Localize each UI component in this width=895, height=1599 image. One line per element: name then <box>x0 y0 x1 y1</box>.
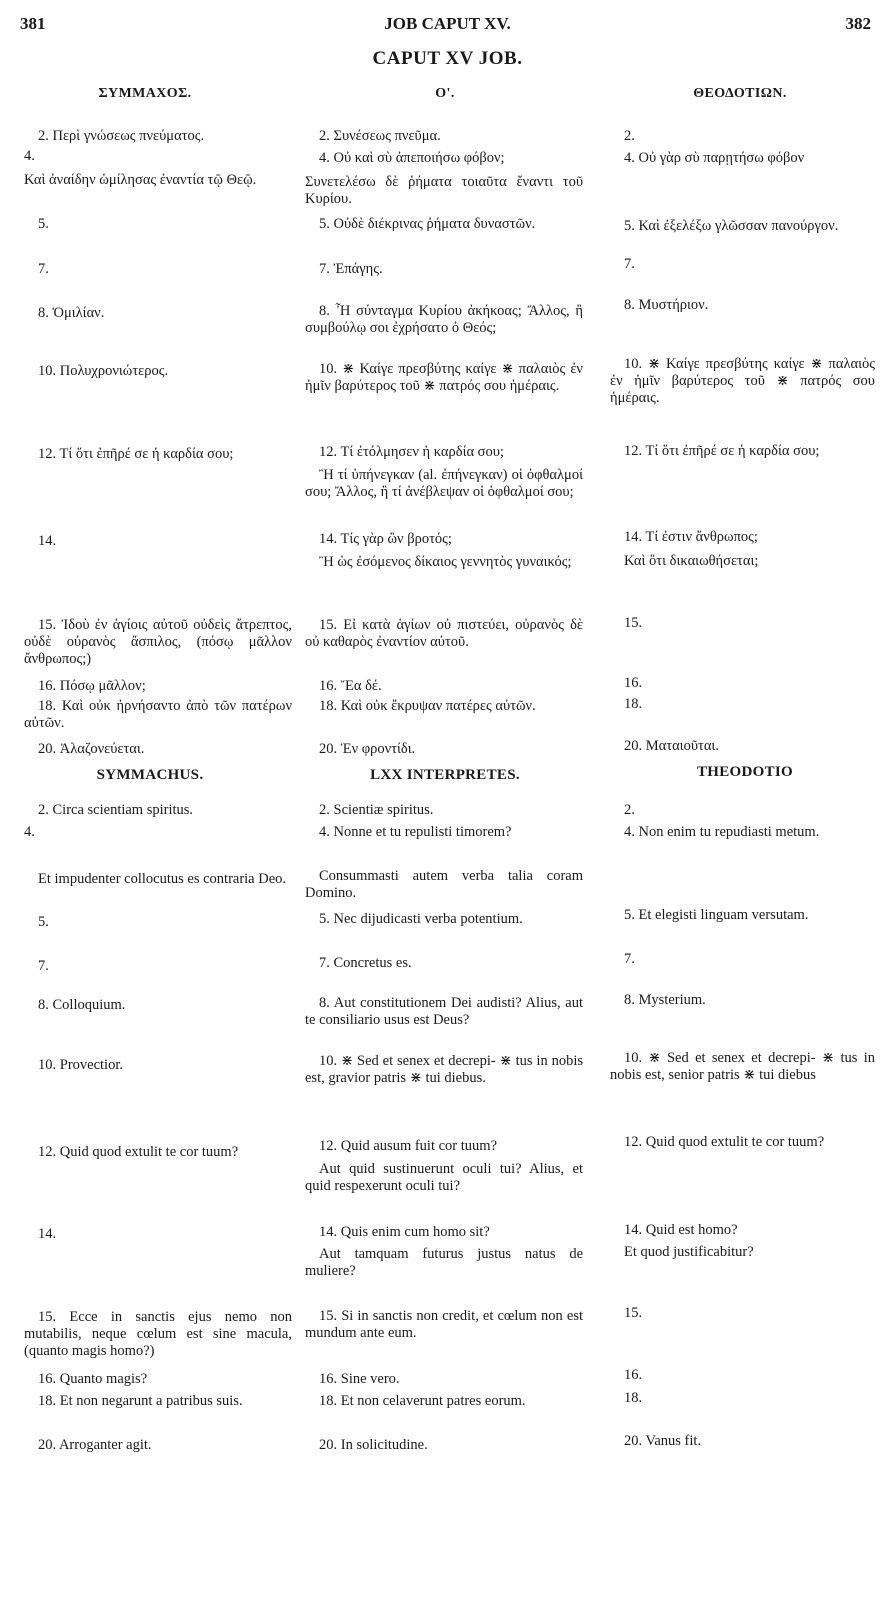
latin-c2-v18: 18. Et non celaverunt patres eorum. <box>319 1393 526 1409</box>
greek-c3-v20: 20. Ματαιοῦται. <box>624 738 719 754</box>
latin-c2-v4: 4. Nonne et tu repulisti timorem? <box>319 824 512 840</box>
greek-c1-v4b: Καὶ ἀναίδην ὡμίλησας ἐναντία τῷ Θεῷ. <box>24 172 257 188</box>
greek-c3-v8: 8. Μυστήριον. <box>624 297 709 313</box>
greek-c2-v2: 2. Συνέσεως πνεῦμα. <box>319 128 441 144</box>
greek-c1-v8: 8. Ὁμιλίαν. <box>38 305 105 321</box>
greek-c1-v16: 16. Πόσῳ μᾶλλον; <box>38 678 146 694</box>
latin-c3-v14: 14. Quid est homo? <box>624 1222 738 1238</box>
latin-c2-v14b: Aut tamquam futurus justus natus de muliere? <box>305 1246 583 1279</box>
latin-c3-v15: 15. <box>624 1305 643 1321</box>
greek-c2-v10: 10. ⋇ Καίγε πρεσβύτης καίγε ⋇ παλαιὸς ἐν ἡμῖν βαρύτερος τοῦ ⋇ πατρός σου ἡμέραις. <box>305 361 583 394</box>
latin-c3-v18: 18. <box>624 1390 643 1406</box>
chapter-title: CAPUT XV JOB. <box>372 48 523 69</box>
latin-c3-v20: 20. Vanus fit. <box>624 1433 702 1449</box>
latin-c1-v4: 4. <box>24 824 35 840</box>
greek-c3-v14: 14. Τί ἐστιν ἄνθρωπος; <box>624 529 758 545</box>
greek-c3-v7: 7. <box>624 256 635 272</box>
latin-c1-v10: 10. Provectior. <box>38 1057 123 1073</box>
latin-c1-v12: 12. Quid quod extulit te cor tuum? <box>38 1144 239 1160</box>
latin-c3-v10: 10. ⋇ Sed et senex et decrepi- ⋇ tus in nobis est, senior patris ⋇ tui diebus <box>610 1050 875 1083</box>
greek-c3-v4: 4. Οὐ γὰρ σὺ παρῃτήσω φόβον <box>624 150 805 166</box>
greek-heading-theodotion: ΘΕΟΔΟΤΙΩΝ. <box>693 86 787 101</box>
greek-c2-v18: 18. Καὶ οὐκ ἔκρυψαν πατέρες αὐτῶν. <box>319 698 536 714</box>
latin-c3-v8: 8. Mysterium. <box>624 992 706 1008</box>
greek-c1-v7: 7. <box>38 261 49 277</box>
greek-c1-v15: 15. Ἰδοὺ ἐν ἁγίοις αὐτοῦ οὐδεὶς ἄτρεπτος, οὐδὲ οὐρανὸς ἄσπιλος, (πόσῳ μᾶλλον ἄνθρωπος;) <box>24 617 292 667</box>
latin-c2-v5: 5. Nec dijudicasti verba potentium. <box>319 911 523 927</box>
greek-c2-v7: 7. Ἐπάγης. <box>319 261 383 277</box>
latin-c2-v10: 10. ⋇ Sed et senex et decrepi- ⋇ tus in nobis est, gravior patris ⋇ tui diebus. <box>305 1053 583 1086</box>
latin-c1-v14: 14. <box>38 1226 57 1242</box>
page-number-right: 382 <box>845 14 871 33</box>
latin-c2-v12: 12. Quid ausum fuit cor tuum? <box>319 1138 498 1154</box>
greek-c1-v20: 20. Ἀλαζονεύεται. <box>38 741 145 757</box>
greek-c3-v16: 16. <box>624 675 643 691</box>
latin-c3-v5: 5. Et elegisti linguam versutam. <box>624 907 809 923</box>
greek-heading-lxx: Ο'. <box>435 86 455 101</box>
latin-heading-lxx: LXX INTERPRETES. <box>370 767 520 783</box>
latin-c3-v2: 2. <box>624 802 635 818</box>
latin-c2-v16: 16. Sine vero. <box>319 1371 400 1387</box>
latin-c3-v12: 12. Quid quod extulit te cor tuum? <box>624 1134 825 1150</box>
latin-c3-v14b: Et quod justificabitur? <box>624 1244 754 1260</box>
latin-c3-v16: 16. <box>624 1367 643 1383</box>
greek-c2-v20: 20. Ἐν φροντίδι. <box>319 741 416 757</box>
latin-heading-theodotio: THEODOTIO <box>696 764 794 780</box>
latin-heading-symmachus: SYMMACHUS. <box>96 767 204 783</box>
greek-c2-v15: 15. Εἰ κατὰ ἁγίων οὐ πιστεύει, οὐρανὸς δὲ οὐ καθαρὸς ἐναντίον αὐτοῦ. <box>305 617 583 650</box>
greek-c1-v5: 5. <box>38 216 49 232</box>
latin-c1-v20: 20. Arroganter agit. <box>38 1437 152 1453</box>
greek-c2-v8: 8. Ἦ σύνταγμα Κυρίου ἀκήκοας; Ἄλλος, ἢ συμβούλῳ σοι ἐχρήσατο ὁ Θεός; <box>305 303 583 336</box>
latin-c1-v2: 2. Circa scientiam spiritus. <box>38 802 194 818</box>
greek-c1-v10: 10. Πολυχρονιώτερος. <box>38 363 169 379</box>
greek-c1-v2: 2. Περὶ γνώσεως πνεύματος. <box>38 128 205 144</box>
latin-c1-v8: 8. Colloquium. <box>38 997 126 1013</box>
greek-c1-v4: 4. <box>24 148 35 164</box>
greek-c2-v14: 14. Τίς γὰρ ὢν βροτός; <box>319 531 452 547</box>
greek-c2-v4: 4. Οὐ καὶ σὺ ἀπεποιήσω φόβον; <box>319 150 505 166</box>
latin-c1-v5: 5. <box>38 914 49 930</box>
greek-c3-v12: 12. Τί ὅτι ἐπῆρέ σε ἡ καρδία σου; <box>624 443 820 459</box>
greek-c3-v2: 2. <box>624 128 635 144</box>
latin-c1-v18: 18. Et non negarunt a patribus suis. <box>38 1393 243 1409</box>
latin-c2-v15: 15. Si in sanctis non credit, et cœlum non est mundum ante eum. <box>305 1308 583 1341</box>
latin-c1-v15: 15. Ecce in sanctis ejus nemo non mutabilis, neque cœlum est sine macula,(quanto magis homo?) <box>24 1309 292 1359</box>
latin-c2-v7: 7. Concretus es. <box>319 955 412 971</box>
greek-c2-v12b: Ἢ τί ὑπήνεγκαν (al. ἐπήνεγκαν) οἱ ὀφθαλμοί σου; Ἄλλος, ἢ τί ἀνέβλεψαν οἱ ὀφθαλμοί σου; <box>305 467 583 500</box>
latin-c1-v7: 7. <box>38 958 49 974</box>
latin-c2-v12b: Aut quid sustinuerunt oculi tui? Alius, et quid respexerunt oculi tui? <box>305 1161 583 1194</box>
greek-heading-symmachus: ΣΥΜΜΑΧΟΣ. <box>98 86 192 101</box>
greek-c2-v14b: Ἢ ὡς ἐσόμενος δίκαιος γεννητὸς γυναικός; <box>319 554 572 570</box>
greek-c2-v12: 12. Τί ἐτόλμησεν ἡ καρδία σου; <box>319 444 504 460</box>
latin-c2-v20: 20. In solicitudine. <box>319 1437 428 1453</box>
latin-c3-v4: 4. Non enim tu repudiasti metum. <box>624 824 820 840</box>
greek-c3-v15: 15. <box>624 615 643 631</box>
greek-c2-v5: 5. Οὐδὲ διέκρινας ῥήματα δυναστῶν. <box>319 216 536 232</box>
greek-c3-v10: 10. ⋇ Καίγε πρεσβύτης καίγε ⋇ παλαιὸς ἐν ἡμῖν βαρύτερος τοῦ ⋇ πατρός σου ἡμέραις. <box>610 356 875 406</box>
latin-c2-v4b: Consummasti autem verba talia coram Domino. <box>305 868 583 901</box>
latin-c1-v16: 16. Quanto magis? <box>38 1371 148 1387</box>
greek-c1-v18: 18. Καὶ οὐκ ἠρνήσαντο ἀπὸ τῶν πατέρων αὐτῶν. <box>24 698 292 731</box>
greek-c3-v5: 5. Καὶ ἐξελέξω γλῶσσαν πανούργον. <box>624 218 839 234</box>
greek-c1-v12: 12. Τί ὅτι ἐπῆρέ σε ἡ καρδία σου; <box>38 446 234 462</box>
greek-c2-v4b: Συνετελέσω δὲ ῥήματα τοιαῦτα ἔναντι τοῦ Κυρίου. <box>305 174 583 207</box>
latin-c2-v14: 14. Quis enim cum homo sit? <box>319 1224 490 1240</box>
latin-c1-v4b: Et impudenter collocutus es contraria Deo. <box>38 871 287 887</box>
running-title: JOB CAPUT XV. <box>384 14 511 33</box>
latin-c2-v2: 2. Scientiæ spiritus. <box>319 802 434 818</box>
greek-c2-v16: 16. Ἔα δέ. <box>319 678 382 694</box>
greek-c3-v14b: Καὶ ὅτι δικαιωθήσεται; <box>624 553 759 569</box>
greek-c3-v18: 18. <box>624 696 643 712</box>
greek-c1-v14: 14. <box>38 533 57 549</box>
page-number-left: 381 <box>20 14 46 33</box>
latin-c3-v7: 7. <box>624 951 635 967</box>
latin-c2-v8: 8. Aut constitutionem Dei audisti? Alius, aut te consiliario usus est Deus? <box>305 995 583 1028</box>
